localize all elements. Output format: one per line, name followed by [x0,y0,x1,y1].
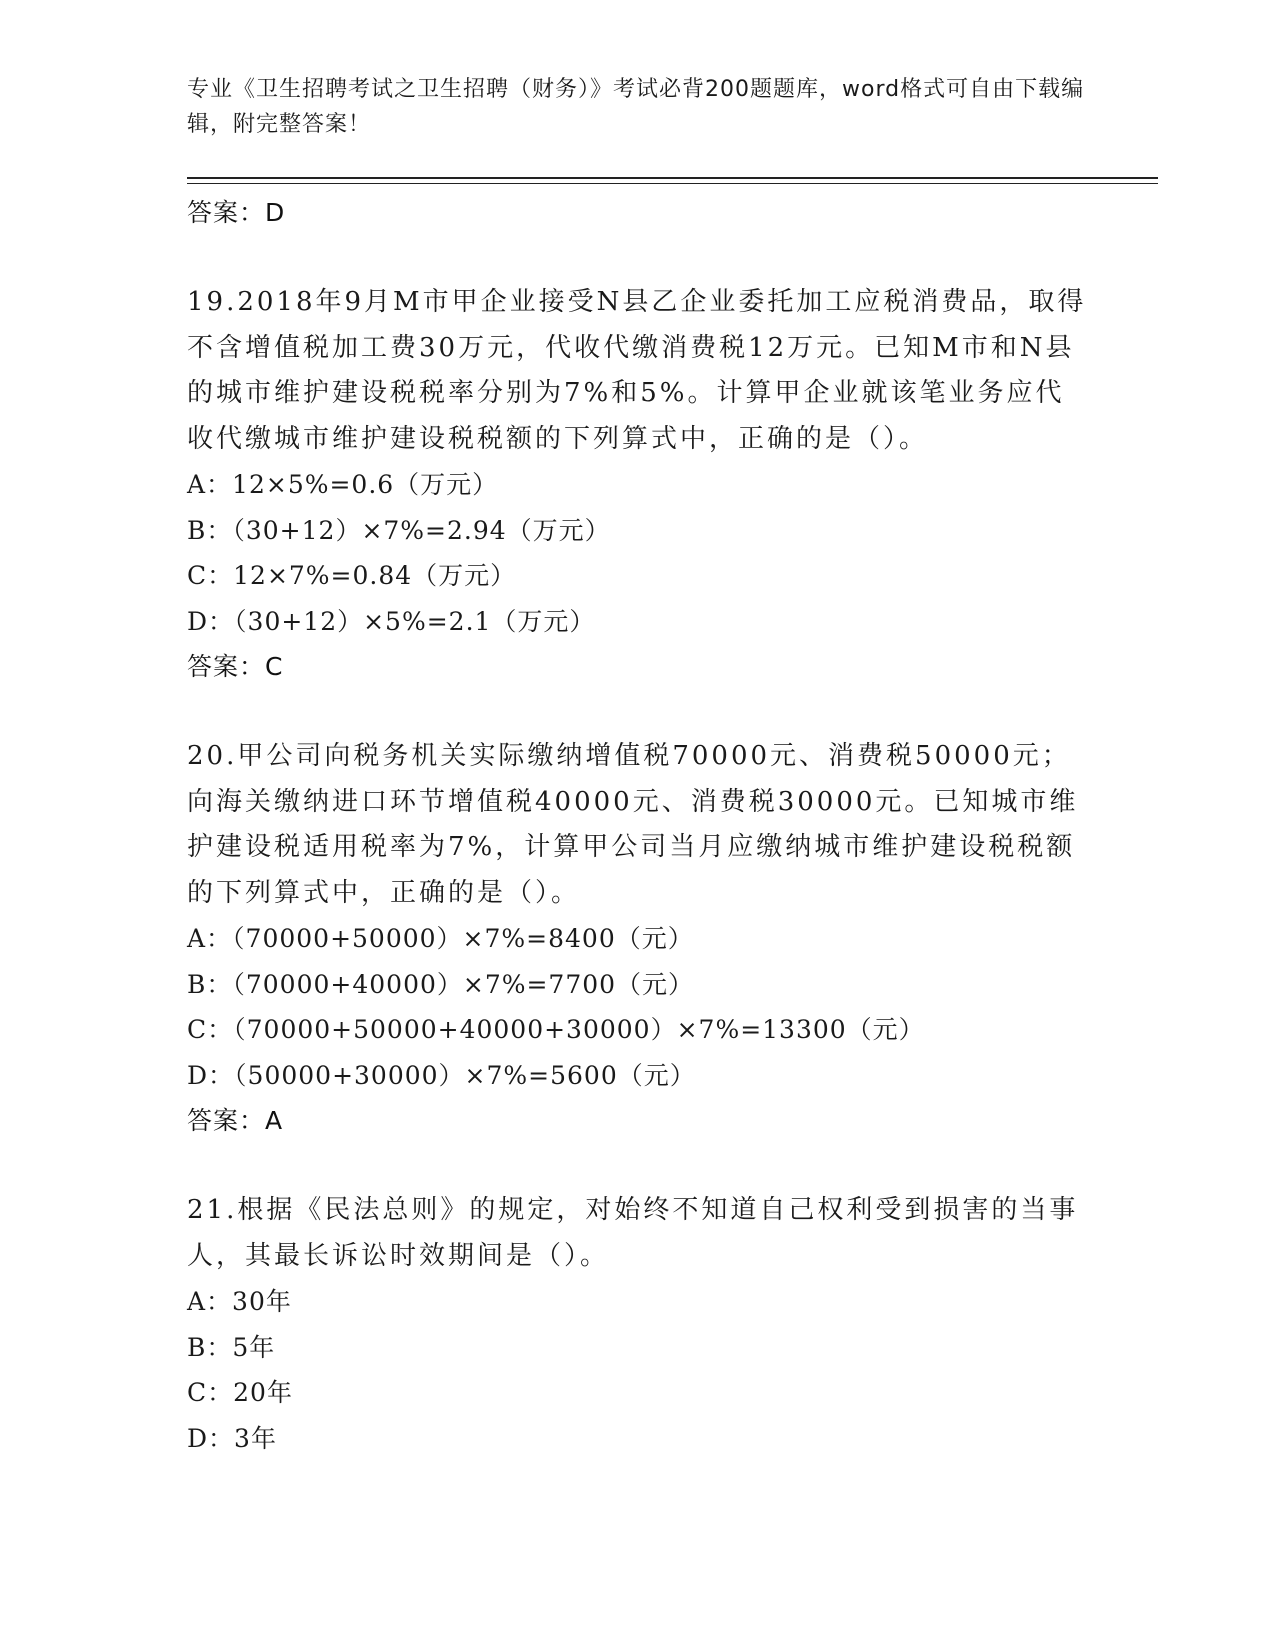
spacer [187,689,1087,734]
option-d: D：（50000+30000）×7%=5600（元） [187,1060,696,1090]
option-d: D：3年 [187,1423,277,1453]
spacer [187,1143,1087,1188]
answer-line: 答案：A [187,1106,284,1135]
option-c: C：（70000+50000+40000+30000）×7%=13300（元） [187,1015,925,1044]
question-text: 20.甲公司向税务机关实际缴纳增值税70000元、消费税50000元；向海关缴纳进口环节增值税40000元、消费税30000元。已知城市维护建设税适用税率为7%，计算甲公司当月应缴纳城市维护建设税税额的下列算式中，正确的是（）。 [187,741,1079,908]
question-block [187,734,1087,1143]
question-text: 21.根据《民法总则》的规定，对始终不知道自己权利受到损害的当事人，其最长诉讼时效期间是（）。 [187,1195,1079,1271]
option-c: C：20年 [187,1378,293,1407]
option-d: D：（30+12）×5%=2.1（万元） [187,606,596,636]
option-a: A：30年 [187,1287,292,1316]
header-divider-thin [187,183,1158,184]
option-b: B：（30+12）×7%=2.94（万元） [187,515,611,545]
spacer [187,235,1087,280]
question-list [187,190,1087,1461]
answer-line: 答案：C [187,652,284,681]
page-header: 专业《卫生招聘考试之卫生招聘（财务）》考试必背200题题库，word格式可自由下载编辑，附完整答案！ [187,77,1085,137]
question-block [187,280,1087,689]
question-text: 19.2018年9月M市甲企业接受N县乙企业委托加工应税消费品，取得不含增值税加工费30万元，代收代缴消费税12万元。已知M市和N县的城市维护建设税税率分别为7%和5%。计算甲企业就该笔业务应代收代缴城市维护建设税税额的下列算式中，正确的是（）。 [187,287,1087,454]
question-block [187,1188,1087,1461]
option-b: B：5年 [187,1332,276,1362]
answer-line: 答案：D [187,198,286,227]
option-a: A：（70000+50000）×7%=8400（元） [187,924,694,953]
option-b: B：（70000+40000）×7%=7700（元） [187,969,695,999]
option-c: C：12×7%=0.84（万元） [187,561,517,590]
header-divider-thick [187,177,1158,179]
option-a: A：12×5%=0.6（万元） [187,470,499,499]
